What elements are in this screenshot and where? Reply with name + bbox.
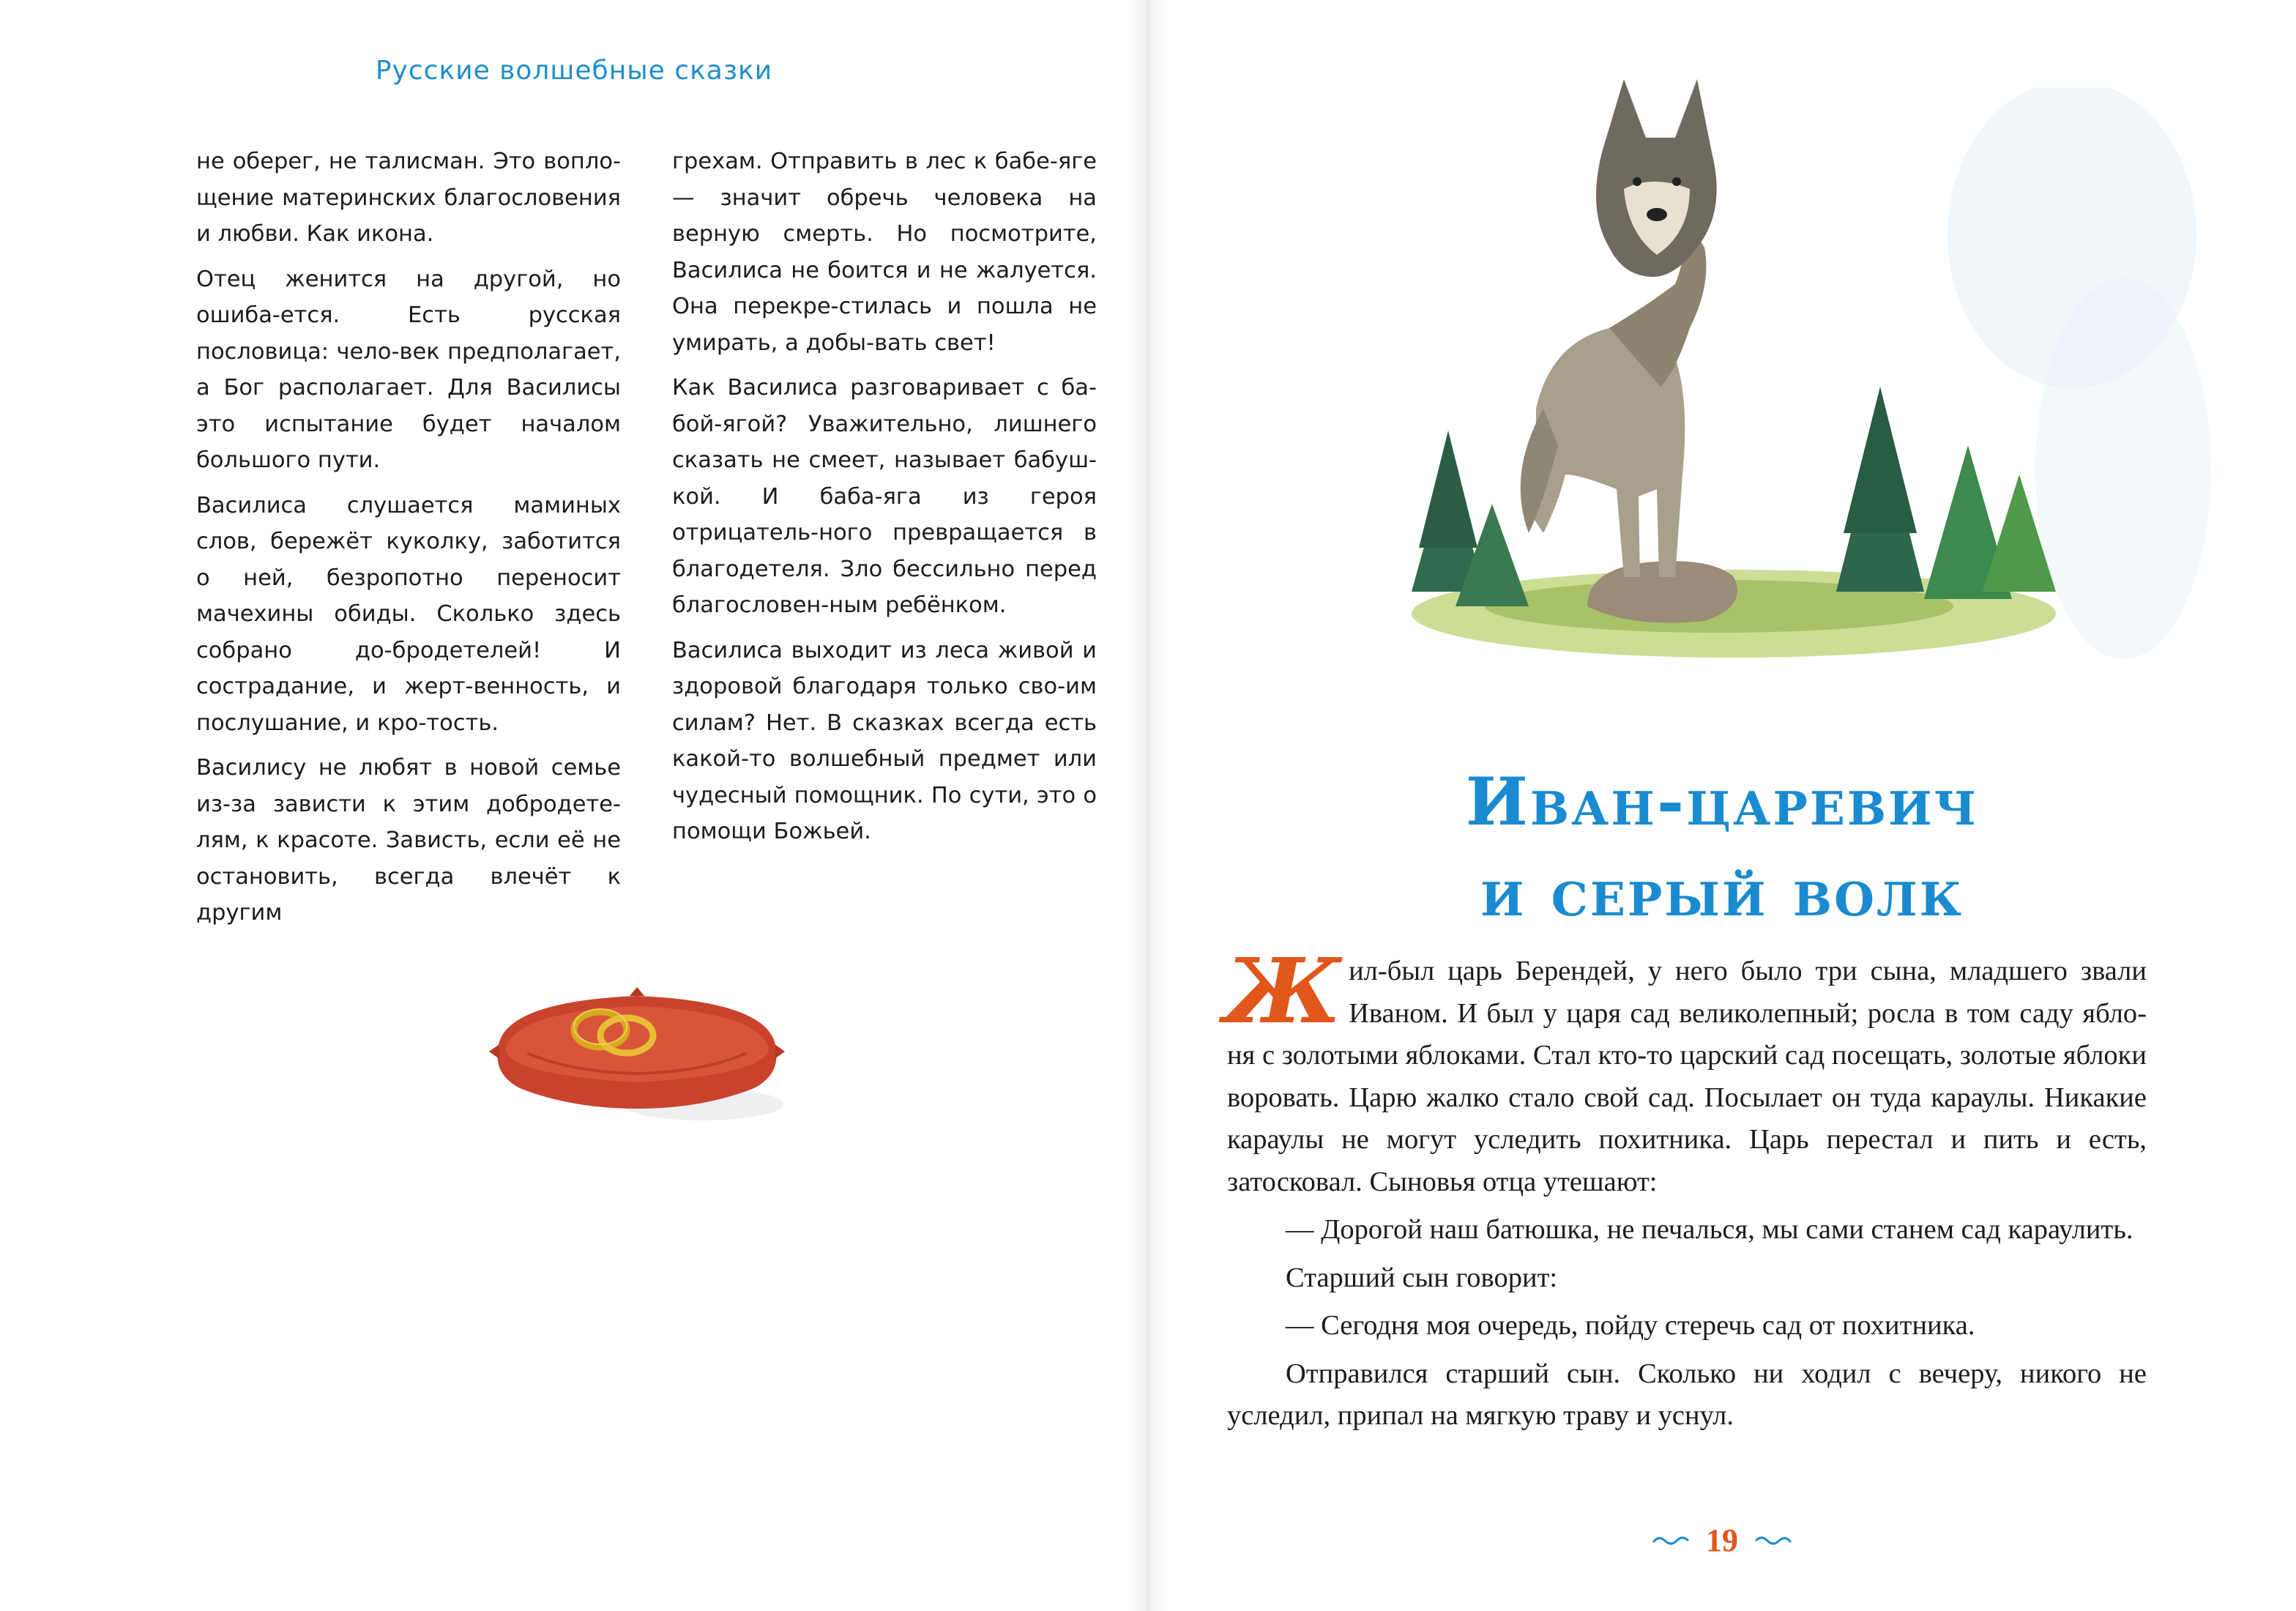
paragraph: Старший сын говорит: [1286,1262,1558,1293]
paragraph: Василису не любят в новой семье из-за зависти к этим добродете-лям, к красоте. Зависть, если её не остановить, всегда влечёт к другим [196,755,621,926]
running-header: Русские волшебные сказки [375,56,773,86]
paragraph: Отец женится на другой, но ошиба-ется. Есть русская пословица: чело-век предполагает, а Бог располагает. Для Василисы это испытание будет началом большого пути. [196,266,621,473]
drop-cap: Ж [1224,938,1342,1043]
paragraph: Отправился старший сын. Сколько ни ходил с вечеру, никого не уследил, припал на мягкую траву и уснул. [1227,1358,2147,1431]
left-column-1 [196,144,621,940]
cushion-rings-illustration [483,965,791,1141]
wolf-illustration [1368,64,2085,723]
paragraph: грехам. Отправить в лес к бабе-яге — значит обречь человека на верную смерть. Но посмотрите, Василиса не боится и не жалуется. Она перекре-стилась и пошла не умирать, а добы-вать свет! [672,149,1097,356]
paragraph: — Дорогой наш батюшка, не печалься, мы сами станем сад караулить. [1286,1214,2133,1245]
page-number-footer [1148,1522,2296,1559]
story-title-line-2: и серый волк [1480,854,1964,931]
paragraph: — Сегодня моя очередь, пойду стеречь сад от похитника. [1286,1310,1975,1341]
paragraph: Василиса выходит из леса живой и здоровой благодаря только сво-им силам? Нет. В сказках всегда есть какой-то волшебный предмет или чудесный помощник. По сути, это о помощи Божьей. [672,637,1097,844]
paragraph: Василиса слушается маминых слов, бережёт куколку, заботится о ней, безропотно переносит мачехины обиды. Сколько здесь собрано до-бродетелей! И сострадание, и жерт-венность, и послушание, и кро-тость. [196,492,621,736]
paragraph: Как Василиса разговаривает с ба-бой-ягой? Уважительно, лишнего сказать не смеет, называет бабуш-кой. И баба-яга из героя отрицатель-ного превращается в благодетеля. Зло бессильно перед благословен-ным ребёнком. [672,375,1097,618]
page-number: 19 [1706,1522,1738,1558]
ornament-wave-icon [1652,1533,1693,1548]
first-paragraph-text: ил-был царь Берендей, у него было три сына, младшего звали Иваном. И был у царя сад великолепный; росла в том саду ябло-ня с золотыми яблоками. Стал кто-то царский сад посещать, золотые яблоки воровать. Царю жалко стало свой сад. Посылает он туда караулы. Никакие караулы не могут уследить похитника. Царь перестал и пить и есть, затосковал. Сыновья отца утешают: [1227,956,2147,1197]
left-column-2 [672,144,1097,859]
story-title-line-1: Иван-царевич [1465,763,1979,841]
paragraph: не оберег, не талисман. Это вопло-щение материнских благословения и любви. Как икона. [196,149,621,247]
first-paragraph [1224,938,2147,1203]
story-text [1224,938,2147,1437]
ornament-wave-icon [1751,1533,1792,1548]
